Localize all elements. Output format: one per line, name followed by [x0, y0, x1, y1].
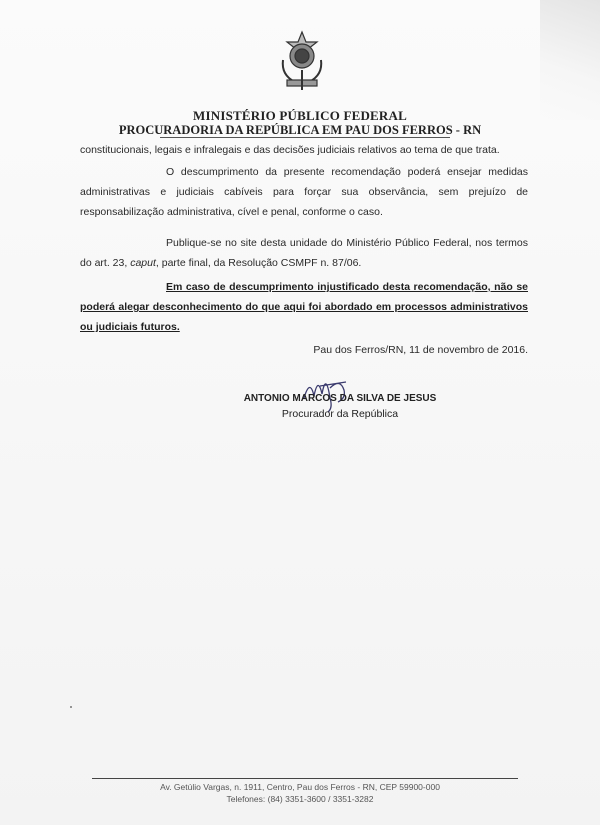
stray-mark — [70, 706, 72, 708]
paragraph-4-text: Em caso de descumprimento injustificado desta recomendação, não se poderá alegar desconhecimento do que aqui foi abordado em processos administrativos ou judiciais futuros. — [80, 281, 528, 333]
office-subtitle: PROCURADORIA DA REPÚBLICA EM PAU DOS FERROS - RN — [118, 123, 482, 137]
page-fold-shadow — [540, 0, 600, 120]
date-line: Pau dos Ferros/RN, 11 de novembro de 2016. — [313, 344, 528, 356]
header-divider — [160, 137, 450, 138]
signer-role: Procurador da República — [281, 408, 399, 420]
paragraph-3 — [80, 233, 528, 273]
paragraph-2: O descumprimento da presente recomendação poderá ensejar medidas administrativas e judiciais cabíveis para forçar sua observância, sem prejuízo de responsabilização administrativa, cível e penal, conforme o caso. — [80, 166, 528, 218]
brazil-coat-of-arms-icon — [277, 30, 327, 92]
signer-name: ANTONIO MARCOS DA SILVA DE JESUS — [243, 393, 437, 404]
footer-phones: Telefones: (84) 3351-3600 / 3351-3282 — [226, 794, 374, 804]
footer-address: Av. Getúlio Vargas, n. 1911, Centro, Pau dos Ferros - RN, CEP 59900-000 — [160, 782, 440, 792]
paragraph-3-text-b: , parte final, da Resolução CSMPF n. 87/06. — [155, 257, 362, 269]
institution-title: MINISTÉRIO PÚBLICO FEDERAL — [193, 108, 407, 123]
paragraph-4-emphasis — [80, 277, 528, 337]
paragraph-1: constitucionais, legais e infralegais e das decisões judiciais relativos ao tema de que trata. — [80, 144, 500, 156]
footer-divider — [92, 778, 518, 779]
paragraph-3-caput: caput — [130, 257, 156, 269]
paragraph-3-text-a: Publique-se no site desta unidade do Ministério Público Federal, nos termos do art. 23, — [80, 237, 528, 269]
